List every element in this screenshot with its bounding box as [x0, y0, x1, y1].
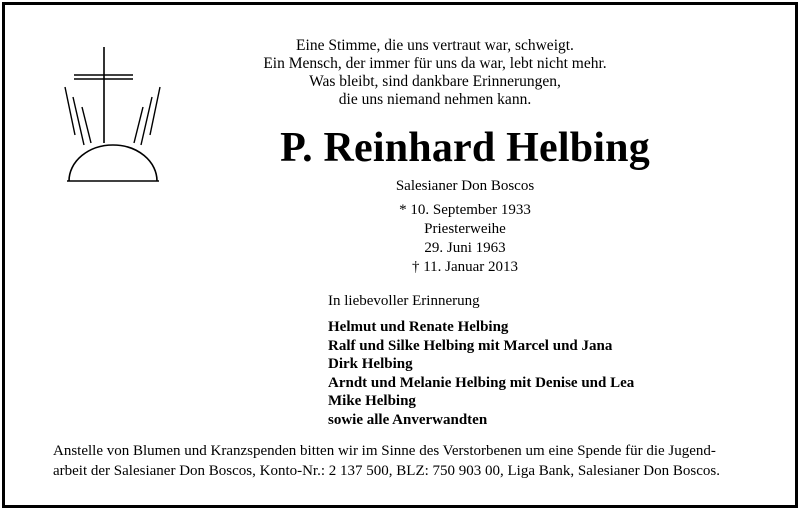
mourner-entry: Helmut und Renate Helbing: [328, 319, 509, 335]
mourner-entry: Arndt und Melanie Helbing mit Denise und Lea: [328, 374, 635, 391]
poem: [235, 37, 635, 109]
donation-notice: [53, 441, 753, 481]
deceased-name: P. Reinhard Helbing: [280, 125, 650, 171]
notice-line: arbeit der Salesianer Don Boscos, Konto-Nr.: 2 137 500, BLZ: 750 903 00, Liga Bank, Salesianer Don Boscos.: [53, 463, 720, 479]
death-date: † 11. Januar 2013: [411, 259, 519, 275]
obituary-notice: [2, 2, 798, 508]
mourner-entry: Dirk Helbing: [328, 356, 413, 373]
ordination-date: 29. Juni 1963: [424, 240, 506, 256]
mourner-entry: Mike Helbing: [328, 393, 416, 410]
poem-line: Ein Mensch, der immer für uns da war, lebt nicht mehr.: [263, 55, 607, 72]
mourner-entry: Ralf und Silke Helbing mit Marcel und Jana: [328, 337, 613, 354]
religious-order: Salesianer Don Boscos: [395, 178, 535, 194]
mourner-entry: sowie alle Anverwandten: [328, 411, 488, 428]
notice-line: Anstelle von Blumen und Kranzspenden bitten wir im Sinne des Verstorbenen um eine Spende für die Jugend-: [53, 443, 716, 459]
mourners-list: [328, 318, 634, 430]
life-dates: [335, 201, 595, 277]
cross-with-rising-sun-icon: [57, 43, 177, 183]
memory-label: In liebevoller Erinnerung: [328, 293, 480, 309]
ordination-label: Priesterweihe: [424, 221, 506, 237]
poem-line: Was bleibt, sind dankbare Erinnerungen,: [309, 73, 561, 90]
poem-line: Eine Stimme, die uns vertraut war, schweigt.: [296, 37, 574, 54]
poem-line: die uns niemand nehmen kann.: [338, 91, 532, 108]
birth-date: * 10. September 1933: [399, 202, 531, 218]
